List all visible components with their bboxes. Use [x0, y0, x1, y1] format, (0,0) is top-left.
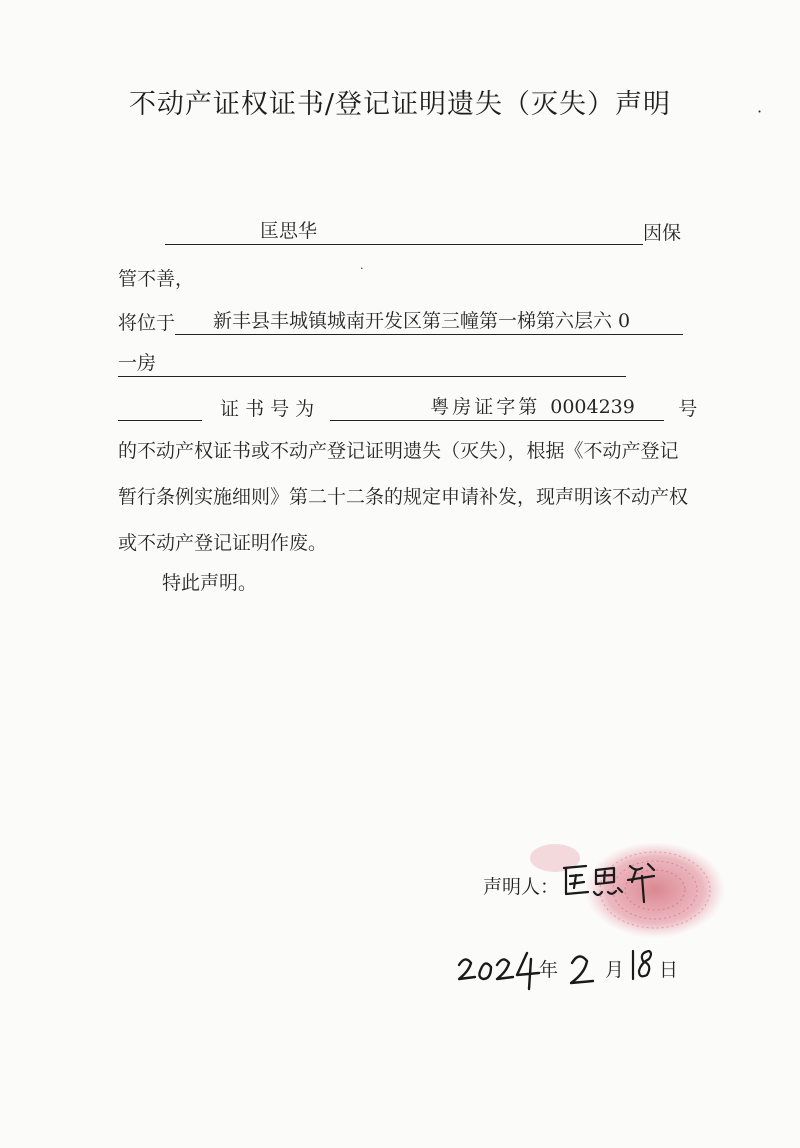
- address-continuation-text: 一房: [118, 352, 157, 374]
- certificate-number: 0004239: [550, 396, 635, 418]
- certificate-blank: [330, 394, 664, 421]
- certificate-label: 证 书 号 为: [220, 398, 315, 420]
- declaration-body: 的不动产权证书或不动产登记证明遗失（灭失），根据《不动产登记暂行条例实施细则》第二十二条的规定申请补发，现声明该不动产权或不动产登记证明作废。: [118, 440, 689, 554]
- month-unit: 月: [605, 959, 625, 981]
- day-unit: 日: [659, 959, 679, 981]
- name-line-suffix: 因保: [643, 222, 682, 244]
- closing-statement: 特此声明。: [162, 572, 258, 594]
- handwritten-day-icon: [627, 945, 659, 985]
- certificate-leading-blank: [118, 394, 202, 421]
- address-continuation-blank: [118, 350, 626, 377]
- declarant-label: 声明人：: [483, 876, 560, 898]
- address-line: [118, 308, 683, 335]
- document-title: 不动产证权证书/登记证明遗失（灭失）声明: [128, 89, 672, 120]
- name-line: [165, 218, 681, 245]
- certificate-suffix: 号: [678, 398, 698, 420]
- signing-date: [455, 945, 695, 995]
- address-prefix: 将位于: [118, 312, 176, 334]
- address-text: 新丰县丰城镇城南开发区第三幢第一梯第六层六 0: [213, 310, 631, 332]
- name-blank: [165, 218, 643, 245]
- address-blank: [175, 308, 683, 335]
- handwritten-signature-icon: [556, 858, 666, 908]
- year-unit: 年: [539, 959, 559, 981]
- handwritten-year-icon: [455, 949, 545, 993]
- reason-line: 管不善，: [118, 268, 195, 290]
- stray-dot: ·: [360, 262, 364, 275]
- address-continuation-line: [118, 350, 626, 377]
- stray-mark: ·: [757, 102, 763, 121]
- handwritten-month-icon: [567, 949, 597, 989]
- declarant-name: 匡思华: [260, 220, 318, 242]
- certificate-line: [118, 394, 697, 421]
- certificate-prefix: 粤房证字第: [430, 396, 541, 418]
